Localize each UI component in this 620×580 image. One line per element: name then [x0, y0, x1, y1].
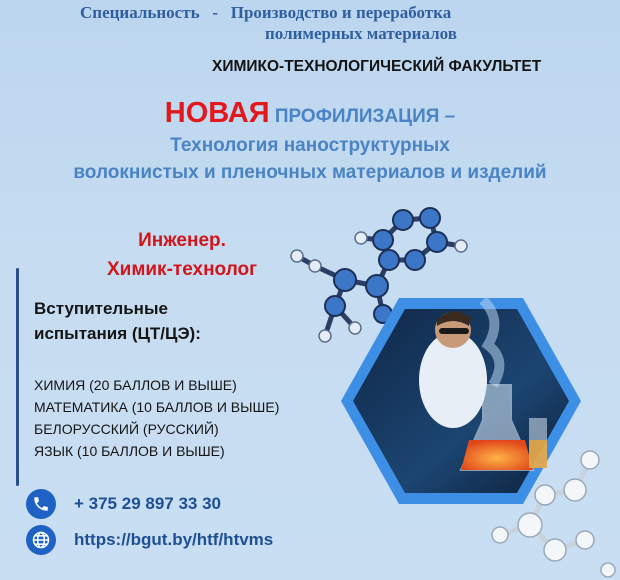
phone-contact[interactable]	[26, 488, 221, 520]
molecule-illustration-2	[470, 440, 620, 580]
headline-profiling: ПРОФИЛИЗАЦИЯ –	[274, 106, 456, 127]
subject-item: ХИМИЯ (20 БАЛЛОВ И ВЫШЕ)	[34, 377, 237, 393]
specialty-heading	[80, 2, 550, 44]
exams-title-line-2: испытания (ЦТ/ЦЭ):	[34, 324, 201, 343]
subject-item: ЯЗЫК (10 БАЛЛОВ И ВЫШЕ)	[34, 443, 225, 459]
exams-title-line-1: Вступительные	[34, 299, 168, 318]
headline-line-3: волокнистых и пленочных материалов и изделий	[73, 162, 547, 183]
phone-number[interactable]: + 375 29 897 33 30	[74, 494, 221, 513]
website-link[interactable]: https://bgut.by/htf/htvms	[74, 530, 274, 549]
headline	[0, 98, 620, 186]
subject-item: МАТЕМАТИКА (10 БАЛЛОВ И ВЫШЕ)	[34, 399, 280, 415]
headline-new-word: НОВАЯ	[164, 97, 270, 129]
profession-line-1: Инженер.	[138, 230, 226, 251]
subjects-list	[34, 374, 279, 462]
headline-line-2: Технология наноструктурных	[170, 135, 450, 156]
profession-line-2: Химик-технолог	[106, 259, 258, 280]
profession-title	[82, 226, 282, 284]
website-contact[interactable]	[26, 524, 273, 556]
exams-title	[34, 296, 264, 346]
specialty-line-1: Специальность - Производство и переработка	[80, 3, 452, 22]
subject-item: БЕЛОРУССКИЙ (РУССКИЙ)	[34, 421, 219, 437]
phone-icon	[26, 489, 56, 519]
faculty-name: ХИМИКО-ТЕХНОЛОГИЧЕСКИЙ ФАКУЛЬТЕТ	[212, 58, 542, 75]
specialty-line-2: полимерных материалов	[265, 24, 457, 43]
accent-bar	[16, 268, 19, 486]
globe-icon	[26, 525, 56, 555]
